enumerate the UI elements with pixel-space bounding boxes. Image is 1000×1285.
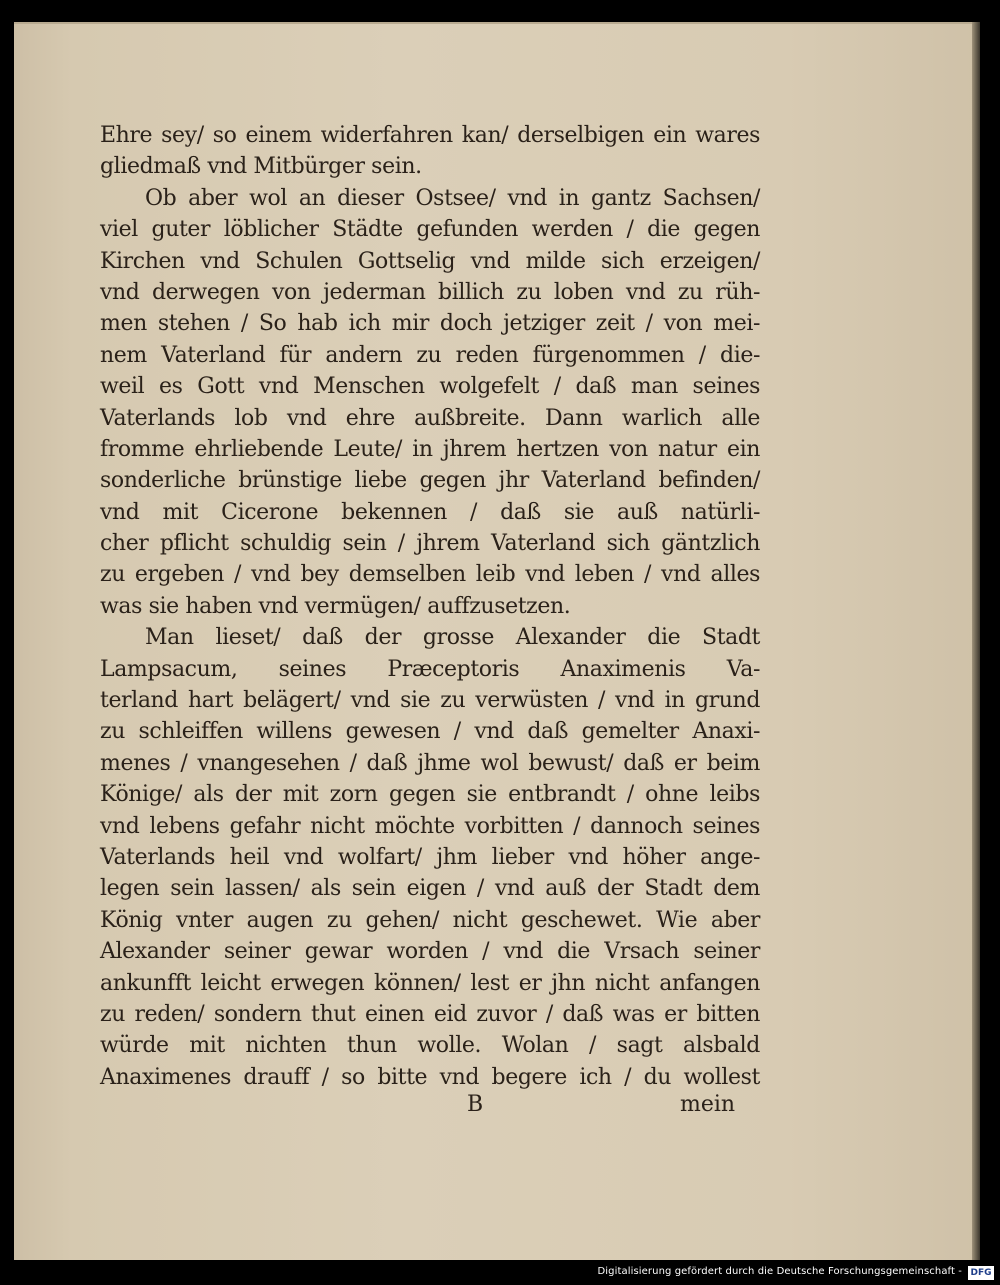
text-line: Ehre sey/ so einem widerfahren kan/ derselbigen ein wares: [100, 123, 760, 148]
paragraph-3: [100, 622, 760, 1093]
text-line: terland hart belägert/ vnd sie zu verwüsten / vnd in grund: [100, 688, 760, 714]
text-line: vnd lebens gefahr nicht möchte vorbitten / dannoch seines: [100, 813, 760, 839]
text-line: nem Vaterland für andern zu reden fürgenommen / die-: [100, 342, 760, 368]
text-line: legen sein lassen/ als sein eigen / vnd auß der Stadt dem: [100, 876, 760, 902]
text-line: Kirchen vnd Schulen Gottselig vnd milde sich erzeigen/: [100, 248, 760, 274]
text-line: Lampsacum, seines Præceptoris Anaximenis Va-: [100, 656, 760, 682]
text-line: viel guter löblicher Städte gefunden werden / die gegen: [100, 217, 760, 243]
text-line: zu reden/ sondern thut einen eid zuvor / daß was er bitten: [100, 1001, 760, 1027]
text-line: menes / vnangesehen / daß jhme wol bewust/ daß er beim: [100, 750, 760, 776]
text-line: Könige/ als der mit zorn gegen sie entbrandt / ohne leibs: [100, 782, 760, 808]
text-line: weil es Gott vnd Menschen wolgefelt / daß man seines: [100, 374, 760, 400]
catchword: mein: [680, 1092, 736, 1117]
text-line: würde mit nichten thun wolle. Wolan / sagt alsbald: [100, 1033, 760, 1059]
paragraph-2: [100, 183, 760, 622]
text-line: fromme ehrliebende Leute/ in jhrem hertzen von natur ein: [100, 436, 760, 462]
text-line: Alexander seiner gewar worden / vnd die Vrsach seiner: [100, 939, 760, 965]
text-line: zu ergeben / vnd bey demselben leib vnd leben / vnd alles: [100, 562, 760, 588]
text-line: ankunfft leicht erwegen können/ lest er jhn nicht anfangen: [100, 970, 760, 996]
page-foot-line: [0, 1089, 1000, 1121]
text-line: men stehen / So hab ich mir doch jetziger zeit / von mei-: [100, 311, 760, 337]
page-edge-shadow: [972, 22, 980, 1260]
text-line: vnd derwegen von jederman billich zu loben vnd zu rüh-: [100, 279, 760, 305]
text-line: Man lieset/ daß der grosse Alexander die Stadt: [145, 625, 760, 651]
text-line: zu schleiffen willens gewesen / vnd daß gemelter Anaxi-: [100, 719, 760, 745]
text-line: Vaterlands heil vnd wolfart/ jhm lieber vnd höher ange-: [100, 844, 760, 870]
text-line: Anaximenes drauff / so bitte vnd begere ich / du wollest: [100, 1064, 760, 1090]
text-line: cher pflicht schuldig sein / jhrem Vaterland sich gäntzlich: [100, 531, 760, 557]
text-line: Ob aber wol an dieser Ostsee/ vnd in gantz Sachsen/: [145, 185, 760, 211]
dfg-logo: DFG: [968, 1266, 994, 1280]
signature-mark: B: [467, 1092, 484, 1117]
funding-credit: Digitalisierung gefördert durch die Deutsche Forschungsgemeinschaft -: [597, 1266, 962, 1277]
text-line: gliedmaß vnd Mitbürger sein.: [100, 154, 422, 180]
text-line: sonderliche brünstige liebe gegen jhr Vaterland befinden/: [100, 468, 760, 494]
text-line: König vnter augen zu gehen/ nicht geschewet. Wie aber: [100, 907, 760, 933]
text-line: was sie haben vnd vermügen/ auffzusetzen.: [100, 593, 571, 619]
paragraph-1: [100, 120, 760, 183]
text-line: Vaterlands lob vnd ehre außbreite. Dann warlich alle: [100, 405, 760, 431]
body-text: [100, 120, 760, 1093]
text-line: vnd mit Cicerone bekennen / daß sie auß natürli-: [100, 499, 760, 525]
